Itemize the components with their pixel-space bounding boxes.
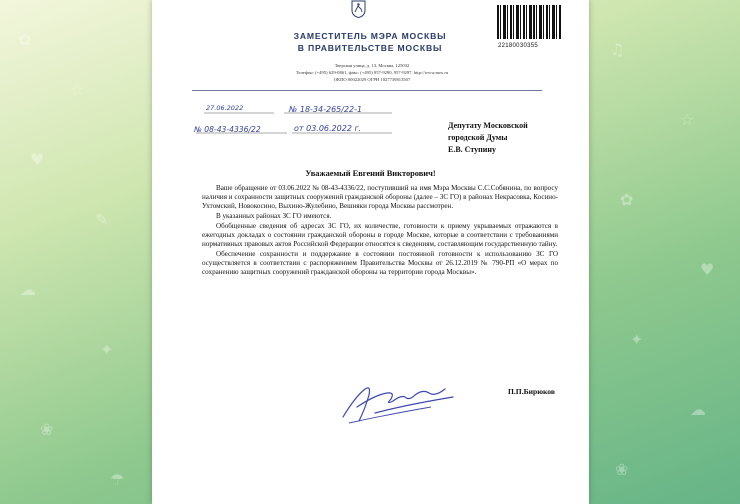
- paragraph-2: В указанных районах ЗС ГО имеются.: [216, 212, 332, 220]
- barcode-icon: [497, 5, 561, 39]
- paragraph-1: Ваше обращение от 03.06.2022 № 08-43-4336/22, поступивший на имя Мэра Москвы С.С.Собянина, по вопросу наличия и сохранности защитных сооружений гражданской обороны (далее – ЗС ГО) в районах Некрасовка, Косино-Ухтомский, Новокосино, Выхино-Жулебино, Вешняки города Москвы рассмотрен.: [202, 184, 558, 210]
- background-doodles: ✿ ☆ ♥ ✎ ☁ ✦ ❀ ☂ ♫ ☆ ✿ ♥ ✦ ☁ ❀: [18, 30, 715, 489]
- letterhead-title: [280, 30, 460, 54]
- signer-name: П.П.Бирюков: [508, 387, 556, 396]
- org-line-2: В ПРАВИТЕЛЬСТВЕ МОСКВЫ: [297, 43, 443, 53]
- registration-underlines: [192, 100, 402, 140]
- registration-number: № 18-34-265/22-1: [289, 105, 363, 114]
- reference-date: от 03.06.2022 г.: [294, 124, 362, 133]
- addressee-block: [448, 120, 528, 156]
- barcode-number: 22180030355: [498, 43, 539, 49]
- salutation: Уважаемый Евгений Викторович!: [305, 169, 436, 178]
- paragraph-3: Обобщенные сведения об адресах ЗС ГО, их количестве, готовности к приему укрываемых отражаются в ежегодных докладах о состоянии гражданской обороны в городе Москве, которые в соответствии с требованиями нормативных правовых актов Российской Федерации относятся к сведениям, составляющим государственную тайну.: [202, 222, 558, 248]
- org-address: Тверская улица, д. 13, Москва, 125032: [334, 63, 410, 68]
- registration-date: 27.06.2022: [206, 104, 244, 112]
- org-phone: Телефон: (+495) 629-0861, факс: (+495) 957-9290, 957-9297, http://www.mos.ru: [295, 70, 449, 76]
- letterhead-contacts: [282, 62, 462, 84]
- reference-number: № 08-43-4336/22: [194, 125, 261, 134]
- header-divider: [192, 90, 542, 91]
- addressee-line-3: Е.В. Ступину: [448, 145, 496, 154]
- addressee-line-2: городской Думы: [448, 133, 508, 142]
- addressee-line-1: Депутату Московской: [448, 121, 528, 130]
- moscow-emblem-icon: [351, 0, 366, 18]
- org-line-1: ЗАМЕСТИТЕЛЬ МЭРА МОСКВЫ: [293, 31, 447, 41]
- letter-body: [202, 184, 558, 278]
- org-codes: ОКПО 00022029 ОГРН 1027739813507: [333, 77, 411, 83]
- paragraph-4: Обеспечение сохранности и поддержание в состоянии постоянной готовности к использованию ЗС ГО осуществляется в соответствии с распоряжением Правительства Москвы от 26.12.2019 № 790-РП «О мерах по сохранению защитных сооружений гражданской обороны на территории города Москвы».: [202, 250, 558, 276]
- signature-image: [335, 377, 465, 427]
- letter-page: [152, 0, 589, 504]
